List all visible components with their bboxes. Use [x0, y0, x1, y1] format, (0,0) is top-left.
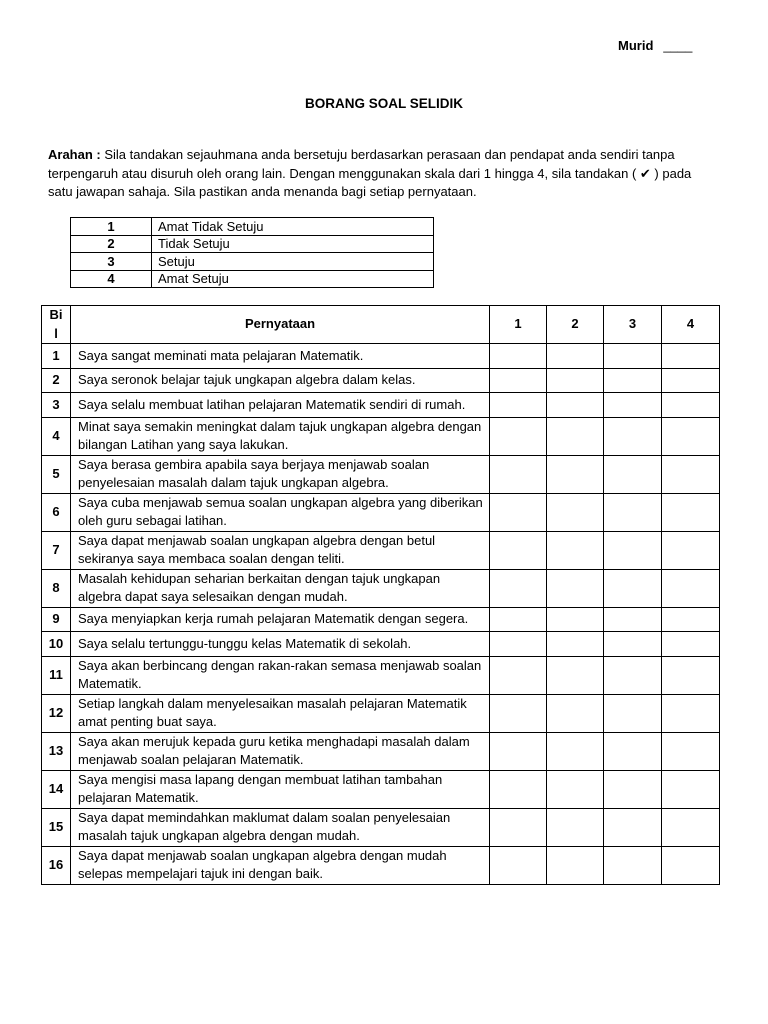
scale-value: 1 [71, 218, 152, 236]
row-number: 8 [42, 569, 71, 607]
row-number: 16 [42, 846, 71, 884]
answer-cell-1[interactable] [490, 846, 547, 884]
statement-text: Setiap langkah dalam menyelesaikan masalah pelajaran Matematik amat penting buat saya. [71, 694, 490, 732]
answer-cell-2[interactable] [547, 393, 604, 418]
row-number: 4 [42, 417, 71, 455]
answer-cell-2[interactable] [547, 344, 604, 369]
answer-cell-4[interactable] [662, 694, 720, 732]
row-number: 1 [42, 344, 71, 369]
answer-cell-1[interactable] [490, 632, 547, 657]
table-row [42, 808, 720, 846]
table-row [42, 632, 720, 657]
answer-cell-1[interactable] [490, 770, 547, 808]
answer-cell-3[interactable] [604, 656, 662, 694]
student-name-blank[interactable]: ____ [663, 38, 693, 53]
table-row [42, 393, 720, 418]
questionnaire-body [42, 344, 720, 885]
answer-cell-4[interactable] [662, 569, 720, 607]
answer-cell-4[interactable] [662, 846, 720, 884]
answer-cell-1[interactable] [490, 531, 547, 569]
rating-scale-body [71, 218, 434, 288]
header-scale-1: 1 [490, 306, 547, 344]
questionnaire-table [41, 305, 720, 885]
table-header-row [42, 306, 720, 344]
header-scale-4: 4 [662, 306, 720, 344]
statement-text: Saya sangat meminati mata pelajaran Matematik. [71, 344, 490, 369]
row-number: 11 [42, 656, 71, 694]
answer-cell-4[interactable] [662, 632, 720, 657]
answer-cell-4[interactable] [662, 656, 720, 694]
answer-cell-1[interactable] [490, 344, 547, 369]
table-row [42, 368, 720, 393]
answer-cell-1[interactable] [490, 607, 547, 632]
answer-cell-1[interactable] [490, 569, 547, 607]
answer-cell-3[interactable] [604, 770, 662, 808]
answer-cell-2[interactable] [547, 569, 604, 607]
row-number: 5 [42, 455, 71, 493]
student-name-label: Murid [618, 38, 654, 53]
answer-cell-2[interactable] [547, 417, 604, 455]
questionnaire-head [42, 306, 720, 344]
answer-cell-2[interactable] [547, 732, 604, 770]
answer-cell-2[interactable] [547, 846, 604, 884]
answer-cell-1[interactable] [490, 732, 547, 770]
scale-value: 4 [71, 270, 152, 288]
answer-cell-4[interactable] [662, 770, 720, 808]
answer-cell-1[interactable] [490, 455, 547, 493]
statement-text: Saya seronok belajar tajuk ungkapan algebra dalam kelas. [71, 368, 490, 393]
statement-text: Saya akan berbincang dengan rakan-rakan semasa menjawab soalan Matematik. [71, 656, 490, 694]
answer-cell-3[interactable] [604, 417, 662, 455]
row-number: 6 [42, 493, 71, 531]
table-row [42, 531, 720, 569]
instructions [48, 146, 760, 202]
answer-cell-1[interactable] [490, 694, 547, 732]
table-row [42, 656, 720, 694]
answer-cell-2[interactable] [547, 493, 604, 531]
statement-text: Saya dapat menjawab soalan ungkapan algebra dengan betul sekiranya saya membaca soalan dengan teliti. [71, 531, 490, 569]
answer-cell-2[interactable] [547, 607, 604, 632]
answer-cell-3[interactable] [604, 493, 662, 531]
answer-cell-4[interactable] [662, 393, 720, 418]
answer-cell-2[interactable] [547, 368, 604, 393]
scale-label: Amat Setuju [152, 270, 434, 288]
scale-value: 2 [71, 235, 152, 253]
table-row [42, 846, 720, 884]
scale-row [71, 218, 434, 236]
scale-row [71, 253, 434, 271]
answer-cell-3[interactable] [604, 393, 662, 418]
table-row [42, 770, 720, 808]
table-row [42, 344, 720, 369]
header-bil-label: Bil [49, 307, 63, 341]
answer-cell-4[interactable] [662, 455, 720, 493]
rating-scale-table [70, 217, 434, 288]
answer-cell-2[interactable] [547, 770, 604, 808]
table-row [42, 607, 720, 632]
answer-cell-1[interactable] [490, 656, 547, 694]
student-name-field [618, 38, 692, 54]
answer-cell-2[interactable] [547, 531, 604, 569]
answer-cell-3[interactable] [604, 455, 662, 493]
answer-cell-3[interactable] [604, 732, 662, 770]
answer-cell-4[interactable] [662, 808, 720, 846]
row-number: 12 [42, 694, 71, 732]
answer-cell-4[interactable] [662, 368, 720, 393]
instructions-label: Arahan : [48, 147, 101, 162]
row-number: 15 [42, 808, 71, 846]
statement-text: Saya dapat memindahkan maklumat dalam soalan penyelesaian masalah tajuk ungkapan algebra dengan mudah. [71, 808, 490, 846]
table-row [42, 694, 720, 732]
answer-cell-2[interactable] [547, 455, 604, 493]
statement-text: Saya cuba menjawab semua soalan ungkapan algebra yang diberikan oleh guru sebagai latihan. [71, 493, 490, 531]
scale-row [71, 235, 434, 253]
statement-text: Saya selalu tertunggu-tunggu kelas Matematik di sekolah. [71, 632, 490, 657]
answer-cell-1[interactable] [490, 393, 547, 418]
answer-cell-4[interactable] [662, 531, 720, 569]
answer-cell-2[interactable] [547, 808, 604, 846]
statement-text: Saya akan merujuk kepada guru ketika menghadapi masalah dalam menjawab soalan pelajaran Matematik. [71, 732, 490, 770]
answer-cell-4[interactable] [662, 493, 720, 531]
table-row [42, 417, 720, 455]
scale-label: Setuju [152, 253, 434, 271]
row-number: 14 [42, 770, 71, 808]
answer-cell-3[interactable] [604, 632, 662, 657]
answer-cell-3[interactable] [604, 569, 662, 607]
header-bil [42, 306, 71, 344]
header-scale-3: 3 [604, 306, 662, 344]
statement-text: Masalah kehidupan seharian berkaitan dengan tajuk ungkapan algebra dapat saya selesaikan dengan mudah. [71, 569, 490, 607]
answer-cell-4[interactable] [662, 607, 720, 632]
answer-cell-1[interactable] [490, 493, 547, 531]
scale-label: Amat Tidak Setuju [152, 218, 434, 236]
answer-cell-4[interactable] [662, 417, 720, 455]
row-number: 2 [42, 368, 71, 393]
answer-cell-3[interactable] [604, 694, 662, 732]
answer-cell-3[interactable] [604, 531, 662, 569]
answer-cell-3[interactable] [604, 368, 662, 393]
statement-text: Saya berasa gembira apabila saya berjaya menjawab soalan penyelesaian masalah dalam tajuk ungkapan algebra. [71, 455, 490, 493]
answer-cell-2[interactable] [547, 656, 604, 694]
header-statement: Pernyataan [71, 306, 490, 344]
answer-cell-3[interactable] [604, 607, 662, 632]
statement-text: Saya selalu membuat latihan pelajaran Matematik sendiri di rumah. [71, 393, 490, 418]
table-row [42, 569, 720, 607]
statement-text: Minat saya semakin meningkat dalam tajuk ungkapan algebra dengan bilangan Latihan yang saya lakukan. [71, 417, 490, 455]
row-number: 10 [42, 632, 71, 657]
statement-text: Saya dapat menjawab soalan ungkapan algebra dengan mudah selepas mempelajari tajuk ini dengan baik. [71, 846, 490, 884]
table-row [42, 493, 720, 531]
scale-row [71, 270, 434, 288]
row-number: 13 [42, 732, 71, 770]
answer-cell-2[interactable] [547, 632, 604, 657]
answer-cell-1[interactable] [490, 368, 547, 393]
table-row [42, 732, 720, 770]
answer-cell-3[interactable] [604, 846, 662, 884]
scale-label: Tidak Setuju [152, 235, 434, 253]
answer-cell-3[interactable] [604, 808, 662, 846]
answer-cell-3[interactable] [604, 344, 662, 369]
instructions-text: Sila tandakan sejauhmana anda bersetuju berdasarkan perasaan dan pendapat anda sendiri tanpa terpengaruh atau disuruh oleh orang lain. Dengan menggunakan skala dari 1 hingga 4, sila tandakan ( ✔ ) pada satu jawapan sahaja. Sila pastikan anda menanda bagi setiap pernyataan. [48, 147, 692, 199]
answer-cell-1[interactable] [490, 417, 547, 455]
row-number: 3 [42, 393, 71, 418]
statement-text: Saya menyiapkan kerja rumah pelajaran Matematik dengan segera. [71, 607, 490, 632]
answer-cell-4[interactable] [662, 344, 720, 369]
answer-cell-1[interactable] [490, 808, 547, 846]
form-title: BORANG SOAL SELIDIK [304, 96, 463, 111]
statement-text: Saya mengisi masa lapang dengan membuat latihan tambahan pelajaran Matematik. [71, 770, 490, 808]
answer-cell-2[interactable] [547, 694, 604, 732]
scale-value: 3 [71, 253, 152, 271]
row-number: 9 [42, 607, 71, 632]
table-row [42, 455, 720, 493]
row-number: 7 [42, 531, 71, 569]
answer-cell-4[interactable] [662, 732, 720, 770]
header-scale-2: 2 [547, 306, 604, 344]
